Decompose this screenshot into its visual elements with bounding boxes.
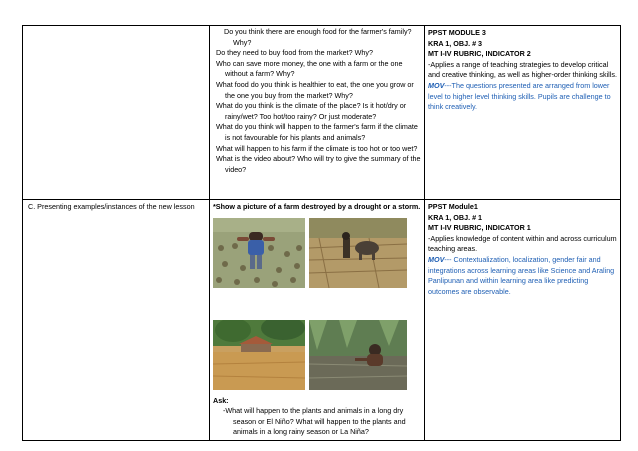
indicator-description: -Applies knowledge of content within and across curriculum teaching areas.: [428, 233, 617, 254]
mov-note: [428, 255, 617, 297]
instruction-text: *Show a picture of a farm destroyed by a drought or a storm.: [213, 202, 421, 211]
photo-grid: [213, 218, 421, 396]
drought-child-photo: [213, 218, 305, 288]
table-row: [23, 26, 621, 200]
ppst-cell: [425, 200, 621, 441]
mov-text: ---The questions presented are arranged from lower level to higher level thinking skills. Pupils are challenge to think creatively.: [428, 80, 611, 112]
question-item: What is the video about? Who will try to give the summary of the video?: [216, 154, 421, 174]
examples-cell: [210, 200, 425, 441]
question-item: Do they need to buy food from the market? Why?: [216, 48, 374, 58]
kra-label: KRA 1, OBJ. # 1: [428, 212, 483, 222]
procedure-label: C. Presenting examples/instances of the new lesson: [28, 202, 195, 211]
rubric-label: MT I-IV RUBRIC, INDICATOR 1: [428, 223, 531, 233]
questions-cell: [210, 26, 425, 200]
procedure-cell: [23, 200, 210, 441]
procedure-cell-empty: [23, 26, 210, 200]
drought-farmer-carabao-photo: [309, 218, 407, 288]
question-item: What do you think will happen to the farmer's farm if the climate is not favourable for his plants and animals?: [216, 122, 418, 142]
mov-note: [428, 81, 617, 113]
question-item: Do you think there are enough food for the farmer's family? Why?: [224, 27, 412, 47]
mov-label: MOV: [428, 80, 445, 90]
ppst-cell: [425, 26, 621, 200]
question-item: Who can save more money, the one with a farm or the one without a farm? Why?: [216, 58, 403, 79]
mov-text: --- Contextualization, localization, gender fair and integrations across learning areas like Science and Araling Panlipunan and within learning area like predicting outcomes are observable.: [428, 254, 615, 296]
kra-label: KRA 1, OBJ. # 3: [428, 38, 483, 48]
question-item: What food do you think is healthier to eat, the one you grow or the one you buy from the market? Why?: [216, 79, 414, 100]
flooded-village-photo: [213, 320, 305, 390]
ppst-title: PPST Module1: [428, 202, 478, 211]
ask-question: -What will happen to the plants and animals in a long dry season or El Niño? What will happen to the plants and animals in a long rainy season or La Niña?: [223, 406, 406, 437]
mov-label: MOV: [428, 254, 445, 264]
question-item: What will happen to his farm if the climate is too hot or too wet?: [216, 143, 418, 153]
ppst-title: PPST MODULE 3: [428, 28, 486, 37]
ask-label: Ask:: [213, 395, 229, 405]
lesson-plan-table: [22, 25, 621, 441]
man-in-flood-water-photo: [309, 320, 407, 390]
rubric-label: MT I-IV RUBRIC, INDICATOR 2: [428, 49, 531, 59]
table-row: [23, 200, 621, 441]
indicator-description: -Applies a range of teaching strategies to develop critical and creative thinking, as well as higher-order thinking skills.: [428, 59, 617, 80]
question-item: What do you think is the climate of the place? Is it hot/dry or rainy/wet? Too hot/too rainy? Or just moderate?: [216, 101, 407, 121]
